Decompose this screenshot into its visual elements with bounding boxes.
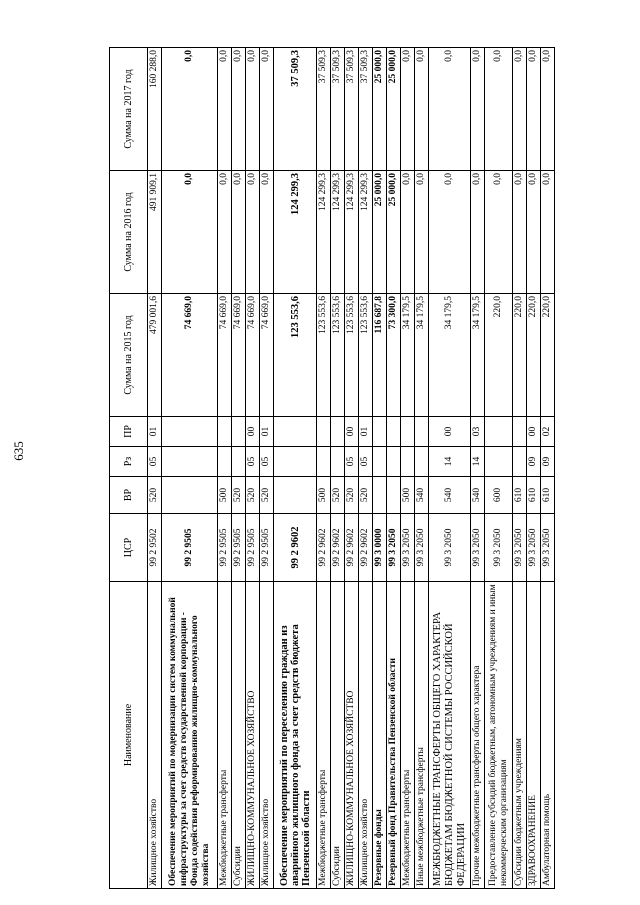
cell-name: Обеспечение мероприятий по модернизации систем коммунальной инфраструктуры за счет средств государственной корпорации - Фонда содействия реформированию жилищно-коммунального хозяйства bbox=[162, 582, 218, 889]
cell-rz: 05 bbox=[359, 447, 373, 477]
cell-sum-2015: 74 669,0 bbox=[218, 294, 232, 417]
header-pr: ПР bbox=[110, 417, 148, 447]
cell-rz: 09 bbox=[541, 447, 555, 477]
cell-csr: 99 2 9602 bbox=[345, 514, 359, 582]
cell-sum-2015: 34 179,5 bbox=[401, 294, 415, 417]
cell-rz bbox=[218, 447, 232, 477]
cell-vr: 610 bbox=[513, 477, 527, 514]
table-row bbox=[373, 48, 387, 889]
cell-rz bbox=[317, 447, 331, 477]
table-row bbox=[527, 48, 541, 889]
cell-sum-2015: 220,0 bbox=[541, 294, 555, 417]
cell-sum-2017: 0,0 bbox=[527, 48, 541, 171]
cell-sum-2017: 25 000,0 bbox=[373, 48, 387, 171]
cell-sum-2017: 160 288,0 bbox=[148, 48, 162, 171]
cell-sum-2017: 0,0 bbox=[218, 48, 232, 171]
table-row bbox=[513, 48, 527, 889]
cell-vr: 520 bbox=[246, 477, 260, 514]
cell-vr: 520 bbox=[345, 477, 359, 514]
cell-rz: 09 bbox=[527, 447, 541, 477]
cell-sum-2017: 25 000,0 bbox=[387, 48, 401, 171]
table-row bbox=[541, 48, 555, 889]
cell-sum-2015: 220,0 bbox=[527, 294, 541, 417]
cell-sum-2017: 0,0 bbox=[401, 48, 415, 171]
table-row bbox=[471, 48, 485, 889]
cell-rz bbox=[162, 447, 218, 477]
cell-vr: 520 bbox=[260, 477, 274, 514]
cell-pr bbox=[415, 417, 429, 447]
cell-vr bbox=[274, 477, 317, 514]
cell-sum-2017: 37 509,3 bbox=[274, 48, 317, 171]
cell-pr bbox=[331, 417, 345, 447]
cell-sum-2016: 124 299,3 bbox=[345, 171, 359, 294]
cell-vr: 520 bbox=[359, 477, 373, 514]
cell-vr: 540 bbox=[429, 477, 471, 514]
cell-csr: 99 3 2050 bbox=[485, 514, 513, 582]
header-vr: ВР bbox=[110, 477, 148, 514]
cell-sum-2015: 73 300,0 bbox=[387, 294, 401, 417]
cell-sum-2017: 0,0 bbox=[541, 48, 555, 171]
cell-sum-2015: 123 553,6 bbox=[359, 294, 373, 417]
cell-pr bbox=[274, 417, 317, 447]
header-sum-2017: Сумма на 2017 год bbox=[110, 48, 148, 171]
cell-name: Межбюджетные трансферты bbox=[218, 582, 232, 889]
budget-table-frame bbox=[109, 48, 552, 889]
cell-rz: 05 bbox=[148, 447, 162, 477]
table-row bbox=[246, 48, 260, 889]
cell-vr: 520 bbox=[232, 477, 246, 514]
cell-sum-2016: 0,0 bbox=[471, 171, 485, 294]
cell-sum-2016: 124 299,3 bbox=[331, 171, 345, 294]
cell-sum-2016: 0,0 bbox=[232, 171, 246, 294]
cell-sum-2017: 37 509,3 bbox=[345, 48, 359, 171]
cell-name: ЖИЛИЩНО-КОММУНАЛЬНОЕ ХОЗЯЙСТВО bbox=[345, 582, 359, 889]
cell-vr: 520 bbox=[148, 477, 162, 514]
cell-rz bbox=[232, 447, 246, 477]
cell-rz: 14 bbox=[429, 447, 471, 477]
cell-name: Субсидии bbox=[331, 582, 345, 889]
cell-sum-2015: 74 669,0 bbox=[260, 294, 274, 417]
cell-vr: 520 bbox=[331, 477, 345, 514]
cell-sum-2015: 34 179,5 bbox=[415, 294, 429, 417]
cell-vr: 610 bbox=[541, 477, 555, 514]
table-row bbox=[218, 48, 232, 889]
cell-vr: 540 bbox=[415, 477, 429, 514]
cell-sum-2016: 0,0 bbox=[162, 171, 218, 294]
cell-vr bbox=[387, 477, 401, 514]
cell-rz: 05 bbox=[246, 447, 260, 477]
cell-sum-2015: 123 553,6 bbox=[331, 294, 345, 417]
cell-name: Жилищное хозяйство bbox=[359, 582, 373, 889]
cell-pr bbox=[373, 417, 387, 447]
cell-name: МЕЖБЮДЖЕТНЫЕ ТРАНСФЕРТЫ ОБЩЕГО ХАРАКТЕРА БЮДЖЕТАМ БЮДЖЕТНОЙ СИСТЕМЫ РОССИЙСКОЙ ФЕДЕРАЦИИ bbox=[429, 582, 471, 889]
cell-rz bbox=[387, 447, 401, 477]
cell-vr: 610 bbox=[527, 477, 541, 514]
cell-sum-2016: 0,0 bbox=[485, 171, 513, 294]
cell-pr bbox=[485, 417, 513, 447]
cell-csr: 99 3 2050 bbox=[513, 514, 527, 582]
cell-csr: 99 2 9602 bbox=[317, 514, 331, 582]
cell-sum-2017: 37 509,3 bbox=[359, 48, 373, 171]
table-row bbox=[485, 48, 513, 889]
cell-name: Субсидии bbox=[232, 582, 246, 889]
cell-pr: 01 bbox=[260, 417, 274, 447]
table-row bbox=[387, 48, 401, 889]
cell-pr: 01 bbox=[148, 417, 162, 447]
cell-vr: 600 bbox=[485, 477, 513, 514]
cell-csr: 99 3 2050 bbox=[387, 514, 401, 582]
cell-name: Предоставление субсидий бюджетным, автономным учреждениям и иным некоммерческим организациям bbox=[485, 582, 513, 889]
cell-sum-2015: 123 553,6 bbox=[317, 294, 331, 417]
cell-pr bbox=[513, 417, 527, 447]
cell-sum-2016: 0,0 bbox=[246, 171, 260, 294]
cell-csr: 99 2 9602 bbox=[331, 514, 345, 582]
cell-sum-2016: 124 299,3 bbox=[317, 171, 331, 294]
cell-name: Субсидии бюджетным учреждениям bbox=[513, 582, 527, 889]
cell-pr: 00 bbox=[246, 417, 260, 447]
cell-sum-2016: 0,0 bbox=[513, 171, 527, 294]
cell-sum-2017: 0,0 bbox=[471, 48, 485, 171]
cell-sum-2017: 0,0 bbox=[415, 48, 429, 171]
table-row bbox=[162, 48, 218, 889]
cell-vr: 500 bbox=[317, 477, 331, 514]
cell-sum-2017: 37 509,3 bbox=[331, 48, 345, 171]
cell-sum-2015: 74 669,0 bbox=[246, 294, 260, 417]
cell-sum-2016: 491 909,1 bbox=[148, 171, 162, 294]
cell-sum-2017: 0,0 bbox=[513, 48, 527, 171]
table-row bbox=[415, 48, 429, 889]
cell-rz bbox=[331, 447, 345, 477]
cell-rz bbox=[274, 447, 317, 477]
header-sum-2016: Сумма на 2016 год bbox=[110, 171, 148, 294]
cell-csr: 99 3 2050 bbox=[415, 514, 429, 582]
cell-pr bbox=[317, 417, 331, 447]
cell-sum-2016: 0,0 bbox=[260, 171, 274, 294]
cell-sum-2016: 124 299,3 bbox=[274, 171, 317, 294]
table-row bbox=[274, 48, 317, 889]
header-sum-2015: Сумма на 2015 год bbox=[110, 294, 148, 417]
cell-sum-2015: 123 553,6 bbox=[345, 294, 359, 417]
cell-pr: 00 bbox=[527, 417, 541, 447]
cell-sum-2015: 74 669,0 bbox=[232, 294, 246, 417]
table-row bbox=[232, 48, 246, 889]
cell-csr: 99 2 9505 bbox=[260, 514, 274, 582]
cell-sum-2016: 0,0 bbox=[415, 171, 429, 294]
cell-vr bbox=[373, 477, 387, 514]
cell-sum-2015: 74 669,0 bbox=[162, 294, 218, 417]
table-row bbox=[148, 48, 162, 889]
cell-sum-2017: 0,0 bbox=[232, 48, 246, 171]
cell-name: Межбюджетные трансферты bbox=[317, 582, 331, 889]
cell-pr: 00 bbox=[429, 417, 471, 447]
cell-pr: 02 bbox=[541, 417, 555, 447]
cell-csr: 99 3 2050 bbox=[471, 514, 485, 582]
cell-rz bbox=[513, 447, 527, 477]
cell-csr: 99 3 2050 bbox=[541, 514, 555, 582]
cell-pr bbox=[162, 417, 218, 447]
cell-sum-2015: 220,0 bbox=[485, 294, 513, 417]
cell-sum-2015: 479 001,6 bbox=[148, 294, 162, 417]
cell-sum-2017: 0,0 bbox=[162, 48, 218, 171]
cell-csr: 99 2 9505 bbox=[218, 514, 232, 582]
cell-csr: 99 3 0000 bbox=[373, 514, 387, 582]
budget-table bbox=[109, 47, 555, 889]
cell-csr: 99 2 9602 bbox=[359, 514, 373, 582]
cell-pr: 00 bbox=[345, 417, 359, 447]
cell-sum-2015: 34 179,5 bbox=[471, 294, 485, 417]
cell-pr bbox=[218, 417, 232, 447]
cell-pr bbox=[387, 417, 401, 447]
table-body bbox=[148, 48, 555, 889]
cell-sum-2015: 34 179,5 bbox=[429, 294, 471, 417]
cell-sum-2017: 0,0 bbox=[429, 48, 471, 171]
page-number: 635 bbox=[11, 441, 26, 461]
cell-rz bbox=[415, 447, 429, 477]
table-row bbox=[345, 48, 359, 889]
cell-sum-2017: 0,0 bbox=[485, 48, 513, 171]
table-row bbox=[401, 48, 415, 889]
header-row bbox=[110, 48, 148, 889]
table-row bbox=[331, 48, 345, 889]
cell-vr: 500 bbox=[218, 477, 232, 514]
cell-name: Обеспечение мероприятий по переселению граждан из аварийного жилищного фонда за счет средств бюджета Пензенской области bbox=[274, 582, 317, 889]
cell-csr: 99 3 2050 bbox=[401, 514, 415, 582]
cell-sum-2016: 25 000,0 bbox=[387, 171, 401, 294]
cell-sum-2017: 37 509,3 bbox=[317, 48, 331, 171]
cell-name: ЖИЛИЩНО-КОММУНАЛЬНОЕ ХОЗЯЙСТВО bbox=[246, 582, 260, 889]
cell-csr: 99 3 2050 bbox=[527, 514, 541, 582]
header-rz: Рз bbox=[110, 447, 148, 477]
cell-pr: 01 bbox=[359, 417, 373, 447]
cell-name: Иные межбюджетные трансферты bbox=[415, 582, 429, 889]
cell-sum-2016: 0,0 bbox=[401, 171, 415, 294]
cell-name: Резервный фонд Правительства Пензенской области bbox=[387, 582, 401, 889]
cell-sum-2017: 0,0 bbox=[246, 48, 260, 171]
cell-pr bbox=[401, 417, 415, 447]
cell-sum-2016: 0,0 bbox=[218, 171, 232, 294]
cell-csr: 99 2 9505 bbox=[162, 514, 218, 582]
cell-pr bbox=[232, 417, 246, 447]
header-csr: ЦСР bbox=[110, 514, 148, 582]
cell-vr: 500 bbox=[401, 477, 415, 514]
cell-name: ЗДРАВООХРАНЕНИЕ bbox=[527, 582, 541, 889]
cell-csr: 99 2 9505 bbox=[232, 514, 246, 582]
cell-vr: 540 bbox=[471, 477, 485, 514]
cell-sum-2015: 123 553,6 bbox=[274, 294, 317, 417]
table-row bbox=[317, 48, 331, 889]
cell-vr bbox=[162, 477, 218, 514]
cell-sum-2016: 0,0 bbox=[527, 171, 541, 294]
cell-rz bbox=[401, 447, 415, 477]
cell-sum-2015: 220,0 bbox=[513, 294, 527, 417]
cell-rz bbox=[373, 447, 387, 477]
table-row bbox=[359, 48, 373, 889]
cell-name: Амбулаторная помощь bbox=[541, 582, 555, 889]
cell-rz: 05 bbox=[345, 447, 359, 477]
cell-name: Жилищное хозяйство bbox=[148, 582, 162, 889]
cell-csr: 99 2 9502 bbox=[148, 514, 162, 582]
cell-name: Межбюджетные трансферты bbox=[401, 582, 415, 889]
cell-csr: 99 2 9602 bbox=[274, 514, 317, 582]
cell-sum-2016: 124 299,3 bbox=[359, 171, 373, 294]
cell-sum-2015: 116 687,8 bbox=[373, 294, 387, 417]
cell-sum-2017: 0,0 bbox=[260, 48, 274, 171]
cell-pr: 03 bbox=[471, 417, 485, 447]
cell-rz bbox=[485, 447, 513, 477]
cell-name: Жилищное хозяйство bbox=[260, 582, 274, 889]
cell-name: Резервные фонды bbox=[373, 582, 387, 889]
cell-csr: 99 3 2050 bbox=[429, 514, 471, 582]
cell-csr: 99 2 9505 bbox=[246, 514, 260, 582]
table-row bbox=[429, 48, 471, 889]
header-name: Наименование bbox=[110, 582, 148, 889]
cell-sum-2016: 0,0 bbox=[541, 171, 555, 294]
cell-rz: 14 bbox=[471, 447, 485, 477]
cell-name: Прочие межбюджетные трансферты общего характера bbox=[471, 582, 485, 889]
cell-sum-2016: 25 000,0 bbox=[373, 171, 387, 294]
table-row bbox=[260, 48, 274, 889]
cell-sum-2016: 0,0 bbox=[429, 171, 471, 294]
cell-rz: 05 bbox=[260, 447, 274, 477]
